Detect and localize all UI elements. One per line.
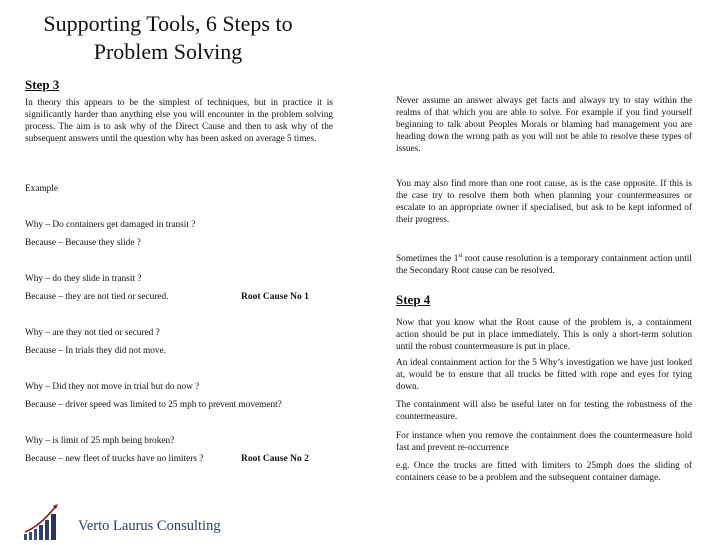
because-line: Because – they are not tied or secured. xyxy=(25,292,169,302)
root-cause-2-label: Root Cause No 2 xyxy=(241,454,309,464)
company-name: Verto Laurus Consulting xyxy=(78,518,221,534)
root-cause-1-label: Root Cause No 1 xyxy=(241,292,309,302)
containment-note-paragraph xyxy=(396,250,692,277)
company-logo-icon xyxy=(22,502,68,540)
step-4-paragraph: The containment will also be useful later on for testing the robustness of the countermeasure. xyxy=(396,400,692,422)
because-line: Because – Because they slide ? xyxy=(25,238,141,248)
para-text: root cause resolution is a temporary containment action until the Secondary Root cause can be resolved. xyxy=(396,254,692,277)
step-4-paragraph: e.g. Once the trucks are fitted with limiters to 25mph does the sliding of containers cease to be a problem and the subsequent container damage. xyxy=(396,461,692,483)
why-line: Why – Did they not move in trial but do now ? xyxy=(25,382,200,392)
advice-paragraph: Never assume an answer always get facts and always try to stay within the realms of that which you are able to solve. For example if you find yourself beginning to talk about Peoples Morals or blaming bad management you are heading down the wrong path as you will not be able to resolve these types of issues. xyxy=(396,96,692,154)
example-label: Example xyxy=(25,184,59,194)
why-line: Why – is limit of 25 mph being broken? xyxy=(25,436,175,446)
because-line: Because – new fleet of trucks have no limiters ? xyxy=(25,454,204,464)
step-4-paragraph: For instance when you remove the containment does the countermeasure hold fast and prevent re-occurrence xyxy=(396,431,692,453)
step-3-heading: Step 3 xyxy=(25,77,60,92)
step-3-intro: In theory this appears to be the simplest of techniques, but in practice it is significantly harder than anything else you will encounter in the problem solving process. The aim is to ask why of the Direct Cause and then to ask why of the subsequent answers until the question why has been asked on average 5 times. xyxy=(25,98,333,144)
why-line: Why – Do containers get damaged in transit ? xyxy=(25,220,196,230)
step-4-paragraph: An ideal containment action for the 5 Why’s investigation we have just looked at, would be to ensure that all trucks be fitted with rope and eyes for tying down. xyxy=(396,358,692,392)
because-line: Because – driver speed was limited to 25 mph to prevent movement? xyxy=(25,400,282,410)
multiple-root-causes-paragraph: You may also find more than one root cause, as is the case opposite. If this is the case try to resolve them both when planning your countermeasures or escalate to an appropriate owner if specialised, but ask to be kept informed of their progress. xyxy=(396,179,692,225)
step-4-paragraph: Now that you know what the Root cause of the problem is, a containment action should be put in place immediately. This is only a short-term solution until the robust countermeasure is put in place. xyxy=(396,318,692,352)
para-text: Sometimes the 1 xyxy=(396,254,459,265)
because-line: Because – In trials they did not move. xyxy=(25,346,166,356)
why-line: Why – are they not tied or secured ? xyxy=(25,328,160,338)
why-line: Why – do they slide in transit ? xyxy=(25,274,142,284)
page-title: Supporting Tools, 6 Steps to Problem Solving xyxy=(43,11,293,64)
step-4-heading: Step 4 xyxy=(396,292,431,307)
ordinal-suffix: st xyxy=(458,253,463,259)
